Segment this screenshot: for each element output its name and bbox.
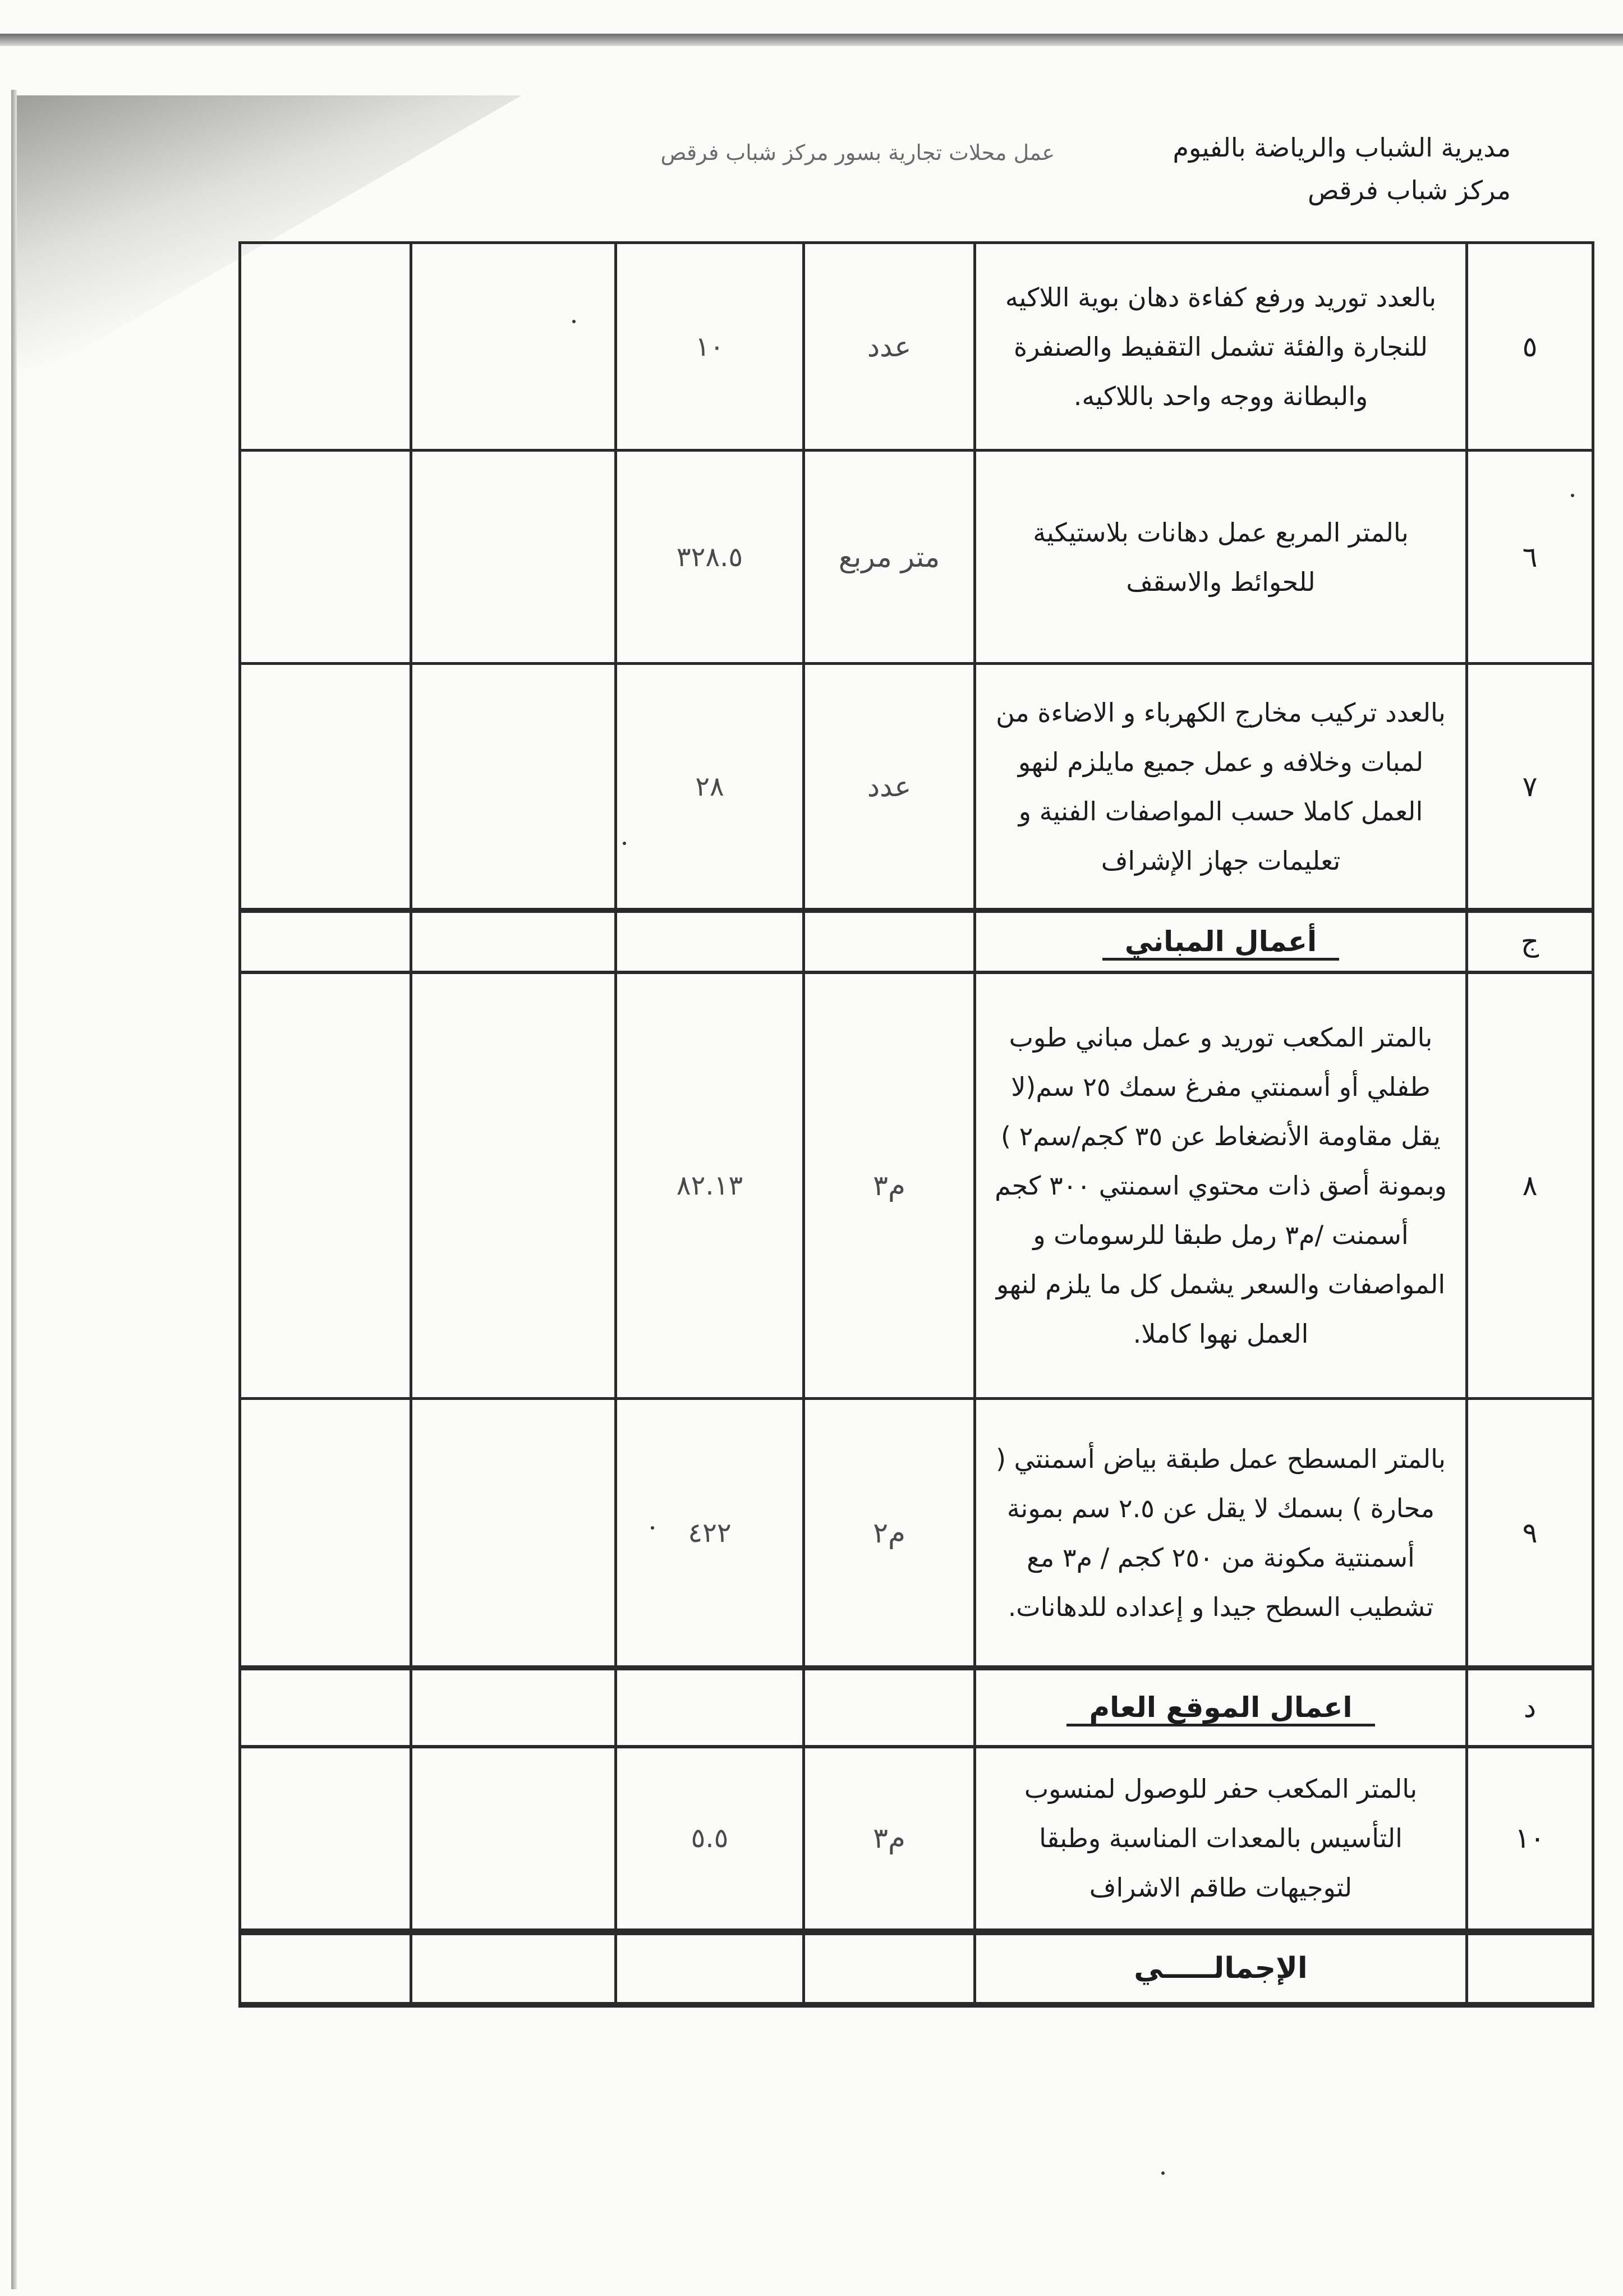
item-number: ٩ — [1467, 1399, 1593, 1668]
empty-cell — [804, 911, 975, 972]
item-unit-price — [411, 972, 616, 1399]
section-letter: د — [1467, 1668, 1593, 1747]
grand-total-value — [240, 1932, 411, 2005]
table-row — [240, 243, 1593, 451]
section-title-text: اعمال الموقع العام — [1066, 1691, 1374, 1726]
empty-cell — [240, 911, 411, 972]
scan-speck — [1161, 2171, 1165, 2175]
empty-cell — [1467, 1932, 1593, 2005]
scan-speck — [1571, 494, 1574, 497]
project-title: عمل محلات تجارية بسور مركز شباب فرقص — [660, 140, 1055, 165]
item-total — [240, 1747, 411, 1932]
item-number: ٧ — [1467, 664, 1593, 911]
item-total — [240, 451, 411, 664]
document-header — [1006, 126, 1511, 212]
bill-of-quantities-table — [238, 241, 1594, 2008]
directorate-name: مديرية الشباب والرياضة بالفيوم — [1173, 132, 1511, 163]
section-title-text: أعمال المباني — [1102, 925, 1339, 961]
scan-speck — [572, 320, 576, 323]
empty-cell — [804, 1932, 975, 2005]
table-row — [240, 451, 1593, 664]
table-row — [240, 664, 1593, 911]
item-quantity: ١٠ — [616, 243, 804, 451]
item-number: ٥ — [1467, 243, 1593, 451]
item-unit-price — [411, 243, 616, 451]
empty-cell — [616, 1932, 804, 2005]
center-name: مركز شباب فرقص — [1307, 175, 1511, 205]
item-description: بالعدد تركيب مخارج الكهرباء و الاضاءة من لمبات وخلافه و عمل جميع مايلزم لنهو العمل كاملا حسب المواصفات الفنية و تعليمات جهاز الإشراف — [975, 664, 1467, 911]
item-description: بالمتر المربع عمل دهانات بلاستيكية للحوائط والاسقف — [975, 451, 1467, 664]
empty-cell — [616, 911, 804, 972]
item-number: ٨ — [1467, 972, 1593, 1399]
item-quantity: ٣٢٨.٥ — [616, 451, 804, 664]
item-description: بالعدد توريد ورفع كفاءة دهان بوية اللاكيه للنجارة والفئة تشمل التقفيط والصنفرة والبطانة ووجه واحد باللاكيه. — [975, 243, 1467, 451]
grand-total-row — [240, 1932, 1593, 2005]
item-total — [240, 664, 411, 911]
item-total — [240, 972, 411, 1399]
item-description: بالمتر المكعب حفر للوصول لمنسوب التأسيس بالمعدات المناسبة وطبقا لتوجيهات طاقم الاشراف — [975, 1747, 1467, 1932]
scan-speck — [651, 1526, 654, 1530]
scan-speck — [623, 842, 626, 845]
item-unit: عدد — [804, 243, 975, 451]
item-description: بالمتر المسطح عمل طبقة بياض أسمنتي ( محارة ) بسمك لا يقل عن ٢.٥ سم بمونة أسمنتية مكونة من ٢٥٠ كجم / م٣ مع تشطيب السطح جيدا و إعداده للدهانات. — [975, 1399, 1467, 1668]
grand-total-label: الإجمالـــــي — [975, 1932, 1467, 2005]
item-number: ١٠ — [1467, 1747, 1593, 1932]
empty-cell — [411, 1932, 616, 2005]
empty-cell — [411, 1668, 616, 1747]
item-unit: م٣ — [804, 1747, 975, 1932]
item-quantity: ٥.٥ — [616, 1747, 804, 1932]
section-header-row — [240, 1668, 1593, 1747]
item-total — [240, 243, 411, 451]
table-row — [240, 972, 1593, 1399]
item-quantity: ٢٨ — [616, 664, 804, 911]
empty-cell — [804, 1668, 975, 1747]
item-unit-price — [411, 1399, 616, 1668]
table-row — [240, 1399, 1593, 1668]
item-unit-price — [411, 451, 616, 664]
section-title — [975, 911, 1467, 972]
scan-top-edge — [0, 34, 1623, 46]
empty-cell — [411, 911, 616, 972]
empty-cell — [240, 1668, 411, 1747]
item-total — [240, 1399, 411, 1668]
item-quantity: ٨٢.١٣ — [616, 972, 804, 1399]
item-unit-price — [411, 1747, 616, 1932]
item-quantity: ٤٢٢ — [616, 1399, 804, 1668]
empty-cell — [616, 1668, 804, 1747]
item-unit: م٢ — [804, 1399, 975, 1668]
item-unit: متر مربع — [804, 451, 975, 664]
section-letter: ج — [1467, 911, 1593, 972]
table-row — [240, 1747, 1593, 1932]
item-unit: عدد — [804, 664, 975, 911]
section-header-row — [240, 911, 1593, 972]
item-description: بالمتر المكعب توريد و عمل مباني طوب طفلي أو أسمنتي مفرغ سمك ٢٥ سم(لا يقل مقاومة الأنضغاط عن ٣٥ كجم/سم٢ ) وبمونة أصق ذات محتوي اسمنتي ٣٠٠ كجم أسمنت /م٣ رمل طبقا للرسومات و المواصفات والسعر يشمل كل ما يلزم لنهو العمل نهوا كاملا. — [975, 972, 1467, 1399]
item-unit: م٣ — [804, 972, 975, 1399]
scan-left-edge — [11, 90, 17, 2289]
section-title — [975, 1668, 1467, 1747]
item-unit-price — [411, 664, 616, 911]
item-number: ٦ — [1467, 451, 1593, 664]
